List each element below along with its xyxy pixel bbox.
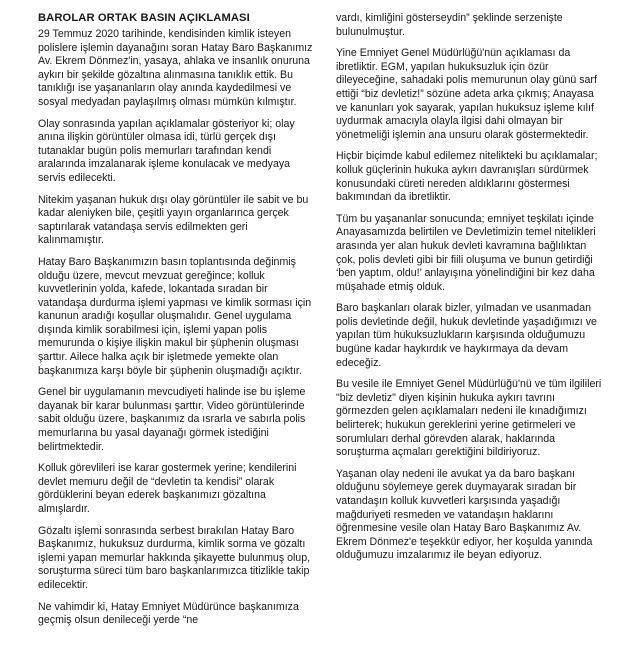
paragraph: Olay sonrasında yapılan açıklamalar gösteriyor ki; olay anına ilişkin görüntüler olmasa idi, türlü gerçek dışı tutanaklar bugün polis memurları tarafından kendi aralarında imzalanarak işleme konulacak ve medyaya servis edilecekti.: [38, 117, 295, 184]
paragraph: Yine Emniyet Genel Müdürlüğü'nün açıklaması da ibretliktir. EGM, yapılan hukuksuzluk için özür dileyeceğine, sahadaki polis memurunun olay günü sarf ettiği “biz devletiz!” sözüne adeta arka çıkmış; Anayasa ve kanunları yok sayarak, yapılan hukuksuz işleme kılıf uydurmak amacıyla olayla ilgisi dahi olmayan bir yönetmeliği işlemin ana unsuru olarak göstermektedir.: [336, 47, 597, 141]
paragraph: Baro başkanları olarak bizler, yılmadan ve usanmadan polis devletinde değil, hukuk devletinde yaşadığımızı ve yapılan tüm hukuksuzlukların karşısında olduğumuzu bugüne kadar haykırdık ve haykırmaya da devam edeceğiz.: [336, 302, 597, 369]
paragraph: Nitekim yaşanan hukuk dışı olay görüntüler ile sabit ve bu kadar aleniyken bile, çeşitli yayın organlarınca gerçek saptırılarak vatandaşa servis edilmekten geri kalınmamıştır.: [38, 193, 309, 247]
document-title: BAROLAR ORTAK BASIN AÇIKLAMASI: [38, 12, 250, 24]
paragraph: Yaşanan olay nedeni ile avukat ya da baro başkanı olduğunu söylemeye gerek duymayarak sıradan bir vatandaşın kolluk kuvvetleri karşısında yaşadığı mağduriyeti resmeden ve vatandaşın haklarını öğrenmesine vesile olan Hatay Baro Başkanımız Av. Ekrem Dönmez'e teşekkür ediyor, her koşulda yanında olduğumuzu imzalarımız ile beyan ediyoruz.: [336, 467, 593, 562]
paragraph: 29 Temmuz 2020 tarihinde, kendisinden kimlik isteyen polislere işlemin dayanağını soran Hatay Baro Başkanımız Av. Ekrem Dönmez'in, yasaya, ahlaka ve insanlık onuruna aykırı bir şekilde gözaltına alınmasına tanıklık ettik. Bu tanıklığı ise yaşananların olay anında kaydedilmesi ve sosyal medyadan paylaşılmış olması mümkün kılmıştır.: [38, 28, 313, 108]
paragraph: Genel bir uygulamanın mevcudiyeti halinde ise bu işleme dayanak bir karar bulunması şarttır. Video görüntülerinde sabit olduğu üzere, başkanımız da ısrarla ve sabırla polis memurlarına bu yasal dayanağı görmek istediğini belirtmektedir.: [38, 386, 306, 453]
right-column: [336, 12, 608, 650]
left-column: [38, 12, 316, 650]
paragraph: Kolluk görevlileri ise karar gostermek yerine; kendilerini devlet memuru değil de “devletin ta kendisi” olarak gördüklerini beyan ederek başkanımızı gözaltına almışlardır.: [38, 462, 297, 515]
paragraph: Gözaltı işlemi sonrasında serbest bırakılan Hatay Baro Başkanımız, hukuksuz durdurma, kimlik sorma ve gözaltı işlemi yapan memurlar hakkında şikayette bulunmuş olup, soruşturma süreci tüm baro başkanlarımızca titizlikle takip edilecektir.: [38, 524, 311, 591]
paragraph: Ne vahimdir ki, Hatay Emniyet Müdürünce başkanımıza geçmiş olsun denileceği yerde “ne: [38, 600, 299, 627]
paragraph: Bu vesile ile Emniyet Genel Müdürlüğü'nü ve tüm ilgilileri "biz devletiz" diyen kişinin hukuka aykırı tavrını görmezden gelen açıklamaları nedeni ile kınadığımızı belirterek; hukukun gereklerini yerine getirmeleri ve sorumluları derhal görevden alarak, haklarında soruşturma açmaları gerektiğini bildiriyoruz.: [336, 378, 602, 459]
paragraph: Hatay Baro Başkanımızın basın toplantısında değinmiş olduğu üzere, mevcut mevzuat gereğince; kolluk kuvvetlerinin yolda, kafede, lokantada sıradan bir vatandaşa durdurma işlemi yapması ve kimlik sorması için kanunun aradığı koşullar oluşmalıdır. Genel uygulama dışında kimlik sorabilmesi için, işlemi yapan polis memurunda o kişiye ilişkin makul bir şüphenin oluşması şarttır. Ailece halka açık bir işletmede yemekte olan başkanımıza karşı böyle bir şüphenin oluşmadığı açıktır.: [38, 255, 312, 377]
paragraph: Hiçbir biçimde kabul edilemez nitelikteki bu açıklamalar; kolluk güçlerinin hukuka aykırı davranışları sürdürmek konusundaki cüreti nereden aldıklarını göstermesi bakımından da ibretliktir.: [336, 150, 598, 204]
paragraph: vardı, kimliğini gösterseydin” şeklinde serzenişte bulunulmuştur.: [336, 12, 563, 38]
paragraph: Tüm bu yaşananlar sonucunda; emniyet teşkilatı içinde Anayasamızda belirtilen ve Devletimizin temel nitelikleri arasında yer alan hukuk devleti kavramına bağlılıktan çok, polis devleti gibi bir fiili oluşuma ve bunun getirdiği ‘ben yaptım, oldu!’ anlayışına yönelindiğini bir kez daha müşahade etmiş olduk.: [336, 212, 596, 293]
